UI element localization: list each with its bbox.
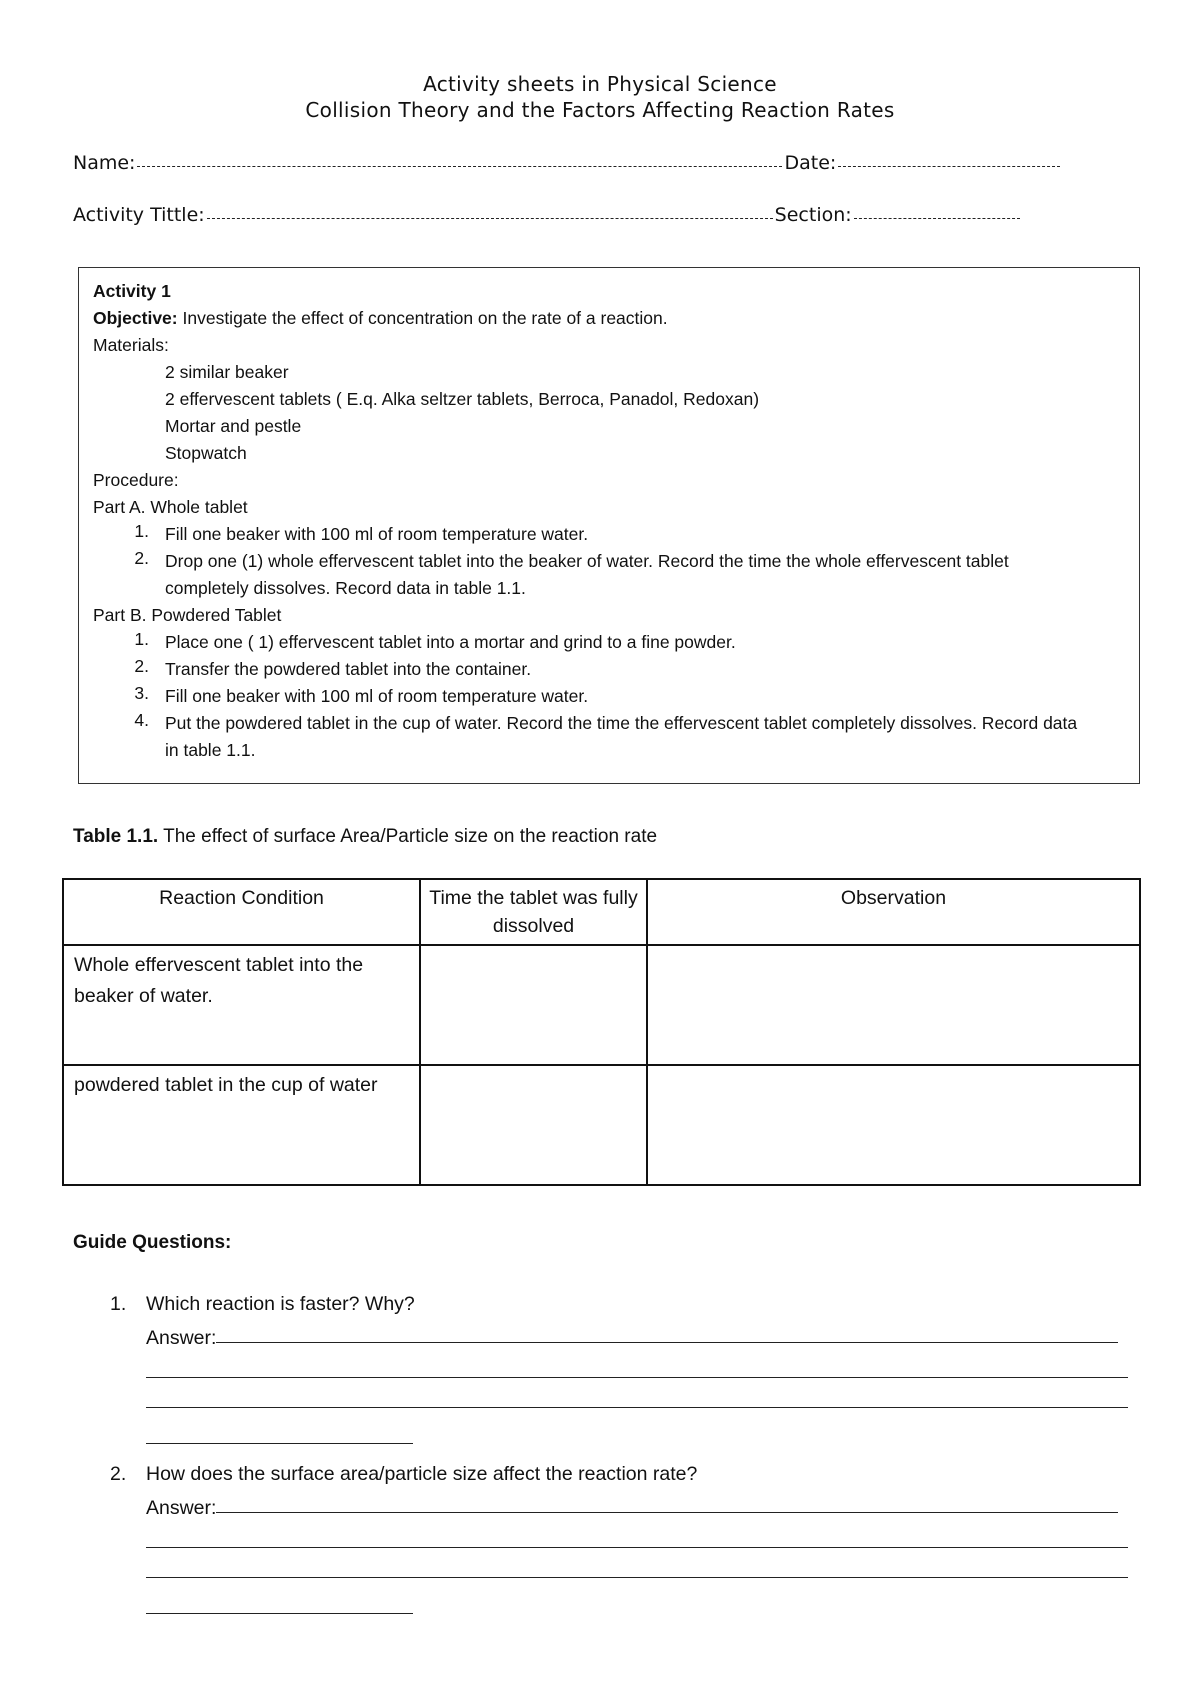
materials-label: Materials: xyxy=(93,335,169,355)
objective-text: Investigate the effect of concentration on the rate of a reaction. xyxy=(177,308,668,328)
answer-label: Answer: xyxy=(146,1497,217,1519)
answer-line[interactable] xyxy=(216,1511,1118,1513)
step-text: Drop one (1) whole effervescent tablet into the beaker of water. Record the time the whole effervescent tablet completely dissolves. Record data in table 1.1. xyxy=(165,551,1009,598)
answer-line[interactable] xyxy=(146,1376,1128,1378)
table-cell-condition: Whole effervescent tablet into the beaker of water. xyxy=(63,945,420,1065)
procedure-step xyxy=(93,629,1125,656)
data-table xyxy=(62,878,1141,1186)
table-header-row xyxy=(63,879,1140,945)
step-text: Fill one beaker with 100 ml of room temperature water. xyxy=(165,524,589,544)
question-text: How does the surface area/particle size affect the reaction rate? xyxy=(146,1463,698,1485)
procedure-step xyxy=(93,521,1125,548)
document-subtitle: Collision Theory and the Factors Affecting Reaction Rates xyxy=(305,98,895,122)
date-label: Date: xyxy=(784,152,837,174)
step-number: 4. xyxy=(134,710,149,730)
procedure-label: Procedure: xyxy=(93,470,179,490)
answer-line[interactable] xyxy=(146,1612,413,1614)
step-text: Place one ( 1) effervescent tablet into a mortar and grind to a fine powder. xyxy=(165,632,736,652)
column-header-time-dissolved: Time the tablet was fully dissolved xyxy=(420,879,647,945)
answer-line-container xyxy=(146,1580,413,1616)
activity-heading: Activity 1 xyxy=(93,281,171,301)
procedure-step xyxy=(93,710,1125,764)
answer-row xyxy=(146,1490,1128,1520)
answer-line[interactable] xyxy=(146,1442,413,1444)
procedure-step xyxy=(93,656,1125,683)
answer-line-container xyxy=(146,1410,413,1446)
material-item: 2 similar beaker xyxy=(165,362,289,382)
material-item: 2 effervescent tablets ( E.q. Alka seltzer tablets, Berroca, Panadol, Redoxan) xyxy=(165,389,760,409)
answer-line[interactable] xyxy=(146,1576,1128,1578)
material-item: Stopwatch xyxy=(165,443,247,463)
answer-line[interactable] xyxy=(146,1406,1128,1408)
table-caption-text: The effect of surface Area/Particle size on the reaction rate xyxy=(158,826,658,847)
step-text: Put the powdered tablet in the cup of water. Record the time the effervescent tablet completely dissolves. Record data in table 1.1. xyxy=(165,713,1078,760)
question-row xyxy=(110,1288,1128,1320)
answer-line-container xyxy=(146,1550,1128,1580)
guide-question xyxy=(110,1288,1128,1446)
name-label: Name: xyxy=(73,152,136,174)
answer-line[interactable] xyxy=(146,1546,1128,1548)
document-title: Activity sheets in Physical Science xyxy=(423,72,777,96)
table-cell-time[interactable] xyxy=(420,1065,647,1185)
answer-label: Answer: xyxy=(146,1327,217,1349)
section-field[interactable] xyxy=(854,217,1020,219)
objective-line xyxy=(93,305,1125,332)
step-number: 1. xyxy=(134,629,149,649)
procedure-step xyxy=(93,683,1125,710)
guide-question xyxy=(110,1458,1128,1616)
step-number: 2. xyxy=(134,656,149,676)
answer-line-container xyxy=(146,1350,1128,1380)
step-text: Fill one beaker with 100 ml of room temperature water. xyxy=(165,686,589,706)
date-field[interactable] xyxy=(838,165,1060,167)
question-text: Which reaction is faster? Why? xyxy=(146,1293,415,1315)
answer-line[interactable] xyxy=(216,1341,1118,1343)
name-date-row xyxy=(73,152,1062,174)
table-cell-observation[interactable] xyxy=(647,1065,1140,1185)
activity-title-section-row xyxy=(73,204,1022,226)
activity-title-label: Activity Tittle: xyxy=(73,204,205,226)
answer-row xyxy=(146,1320,1128,1350)
table-caption-label: Table 1.1. xyxy=(73,826,159,847)
material-item: Mortar and pestle xyxy=(165,416,302,436)
table-row xyxy=(63,1065,1140,1185)
table-caption xyxy=(73,826,657,848)
question-number: 2. xyxy=(110,1463,127,1485)
answer-line-container xyxy=(146,1380,1128,1410)
step-number: 1. xyxy=(134,521,149,541)
table-row xyxy=(63,945,1140,1065)
column-header-reaction-condition: Reaction Condition xyxy=(63,879,420,945)
step-number: 3. xyxy=(134,683,149,703)
section-label: Section: xyxy=(774,204,852,226)
table-cell-time[interactable] xyxy=(420,945,647,1065)
activity-box xyxy=(78,267,1140,784)
part-b-label: Part B. Powdered Tablet xyxy=(93,605,282,625)
question-number: 1. xyxy=(110,1293,127,1315)
objective-label: Objective: xyxy=(93,308,178,328)
name-field[interactable] xyxy=(137,165,782,167)
step-number: 2. xyxy=(134,548,149,568)
question-row xyxy=(110,1458,1128,1490)
part-a-label: Part A. Whole tablet xyxy=(93,497,248,517)
guide-questions-label: Guide Questions: xyxy=(73,1232,232,1253)
procedure-step xyxy=(93,548,1125,602)
table-cell-condition: powdered tablet in the cup of water xyxy=(63,1065,420,1185)
step-text: Transfer the powdered tablet into the container. xyxy=(165,659,532,679)
answer-line-container xyxy=(146,1520,1128,1550)
table-cell-observation[interactable] xyxy=(647,945,1140,1065)
activity-title-field[interactable] xyxy=(207,217,773,219)
column-header-observation: Observation xyxy=(647,879,1140,945)
